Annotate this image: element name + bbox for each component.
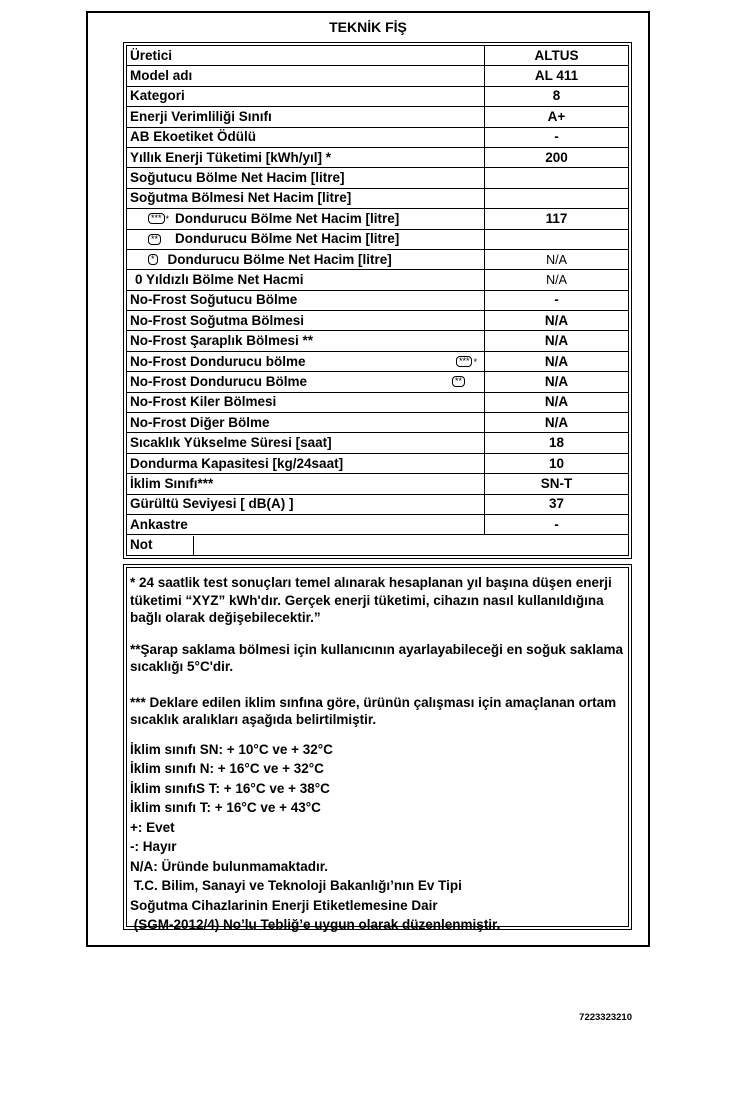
regulation-line: Soğutma Cihazlarinin Enerji Etiketlemesine Dair [130, 897, 438, 913]
two-star-icon: ** [452, 376, 465, 387]
table-row [127, 311, 629, 331]
table-row [127, 433, 629, 453]
row-value: ALTUS [485, 46, 629, 66]
table-row [127, 209, 629, 229]
table-row [127, 290, 629, 310]
table-row [127, 351, 629, 371]
table-row [127, 270, 629, 290]
row-label: Model adı [127, 66, 485, 86]
sheet-title: TEKNİK FİŞ [329, 19, 407, 35]
table-row [127, 494, 629, 514]
row-label: Gürültü Seviyesi [ dB(A) ] [127, 494, 485, 514]
footnotes [126, 567, 629, 932]
document-code: 7223323210 [579, 1012, 632, 1023]
table-row [127, 86, 629, 106]
footnotes-wrapper [123, 564, 632, 930]
three-star-icon: *** * [456, 353, 477, 371]
row-value: 8 [485, 86, 629, 106]
footnote-wine: **Şarap saklama bölmesi için kullanıcının ayarlayabileceği en soğuk saklama sıcaklığı 5°C'dir. [130, 641, 623, 674]
row-label-cell [127, 351, 485, 371]
row-value: 200 [485, 147, 629, 167]
climate-line: İklim sınıfı T: + 16°C ve + 43°C [130, 800, 321, 815]
table-row [127, 46, 629, 66]
table-row [127, 249, 629, 269]
row-value: 10 [485, 453, 629, 473]
legend-line: N/A: Üründe bulunmamaktadır. [130, 858, 329, 874]
row-label-cell [127, 229, 485, 249]
row-label: Ankastre [127, 514, 485, 534]
row-value [485, 229, 629, 249]
note-cell [127, 535, 629, 555]
table-row [127, 188, 629, 208]
climate-line: İklim sınıfıS T: + 16°C ve + 38°C [130, 780, 330, 796]
table-row [127, 372, 629, 392]
spec-table [126, 45, 629, 556]
row-value: 117 [485, 209, 629, 229]
table-row-note [127, 535, 629, 555]
regulation-line: (SGM-2012/4) No’lu Tebliğ’e uygun olarak düzenlenmiştir. [130, 917, 501, 932]
row-label-cell [127, 270, 485, 290]
row-label: Dondurucu Bölme Net Hacim [litre] [175, 231, 400, 247]
climate-line: İklim sınıfı SN: + 10°C ve + 32°C [130, 741, 333, 757]
table-row [127, 127, 629, 147]
technical-sheet-frame [86, 11, 650, 947]
table-row [127, 514, 629, 534]
table-row [127, 66, 629, 86]
one-star-icon: * [148, 254, 158, 265]
row-value: N/A [485, 413, 629, 433]
row-value: - [485, 514, 629, 534]
table-row [127, 331, 629, 351]
row-label-cell [127, 249, 485, 269]
row-value: 18 [485, 433, 629, 453]
row-label: İklim Sınıfı*** [127, 474, 485, 494]
row-label: Soğutucu Bölme Net Hacim [litre] [127, 168, 485, 188]
regulation-line: T.C. Bilim, Sanayi ve Teknoloji Bakanlığı’nın Ev Tipi [130, 878, 462, 893]
legend-line: -: Hayır [130, 839, 177, 854]
table-row [127, 107, 629, 127]
row-label: Yıllık Enerji Tüketimi [kWh/yıl] * [127, 147, 485, 167]
two-star-icon: ** [148, 234, 161, 245]
row-value: 37 [485, 494, 629, 514]
row-value: N/A [485, 392, 629, 412]
row-label: No-Frost Kiler Bölmesi [127, 392, 485, 412]
row-value: N/A [485, 351, 629, 371]
row-value: - [485, 290, 629, 310]
row-label: No-Frost Şaraplık Bölmesi ** [127, 331, 485, 351]
row-value: N/A [485, 270, 629, 290]
table-row [127, 229, 629, 249]
row-label: No-Frost Soğutucu Bölme [127, 290, 485, 310]
row-label-cell [127, 372, 485, 392]
row-value: N/A [485, 372, 629, 392]
row-label: Enerji Verimliliği Sınıfı [127, 107, 485, 127]
row-label: Dondurucu Bölme Net Hacim [litre] [167, 251, 392, 267]
row-label: No-Frost Soğutma Bölmesi [127, 311, 485, 331]
climate-line: İklim sınıfı N: + 16°C ve + 32°C [130, 761, 324, 776]
legend-line: +: Evet [130, 819, 175, 835]
footnote-climate: *** Deklare edilen iklim sınfına göre, ürünün çalışması için amaçlanan ortam sıcaklık aralıkları aşağıda belirtilmiştir. [130, 694, 617, 727]
row-value: SN-T [485, 474, 629, 494]
row-label: Üretici [127, 46, 485, 66]
row-label: No-Frost Dondurucu bölme [130, 353, 306, 369]
row-label: 0 Yıldızlı Bölme Net Hacmi [135, 271, 304, 287]
row-label: Sıcaklık Yükselme Süresi [saat] [127, 433, 485, 453]
table-row [127, 474, 629, 494]
row-label: Dondurma Kapasitesi [kg/24saat] [127, 453, 485, 473]
row-value: A+ [485, 107, 629, 127]
row-value: N/A [485, 311, 629, 331]
row-value: N/A [485, 331, 629, 351]
row-label: No-Frost Diğer Bölme [127, 413, 485, 433]
note-label: Not [127, 536, 194, 555]
footnote-energy: * 24 saatlik test sonuçları temel alınarak hesaplanan yıl başına düşen enerji tüketimi “XYZ” kWh'dır. Gerçek enerji tüketimi, cihazın nasıl kullanıldığına bağlı olarak değişebilecektir.” [130, 575, 612, 625]
row-label: Soğutma Bölmesi Net Hacim [litre] [127, 188, 485, 208]
row-label: No-Frost Dondurucu Bölme [130, 373, 307, 389]
row-label: AB Ekoetiket Ödülü [127, 127, 485, 147]
row-value: - [485, 127, 629, 147]
table-row [127, 453, 629, 473]
table-row [127, 168, 629, 188]
row-value [485, 188, 629, 208]
row-label: Dondurucu Bölme Net Hacim [litre] [175, 210, 400, 226]
row-value [485, 168, 629, 188]
row-value: AL 411 [485, 66, 629, 86]
table-row [127, 147, 629, 167]
table-row [127, 413, 629, 433]
row-value: N/A [485, 249, 629, 269]
row-label-cell [127, 209, 485, 229]
spec-table-wrapper [123, 42, 632, 559]
row-label: Kategori [127, 86, 485, 106]
three-star-icon: *** * [148, 210, 169, 228]
table-row [127, 392, 629, 412]
